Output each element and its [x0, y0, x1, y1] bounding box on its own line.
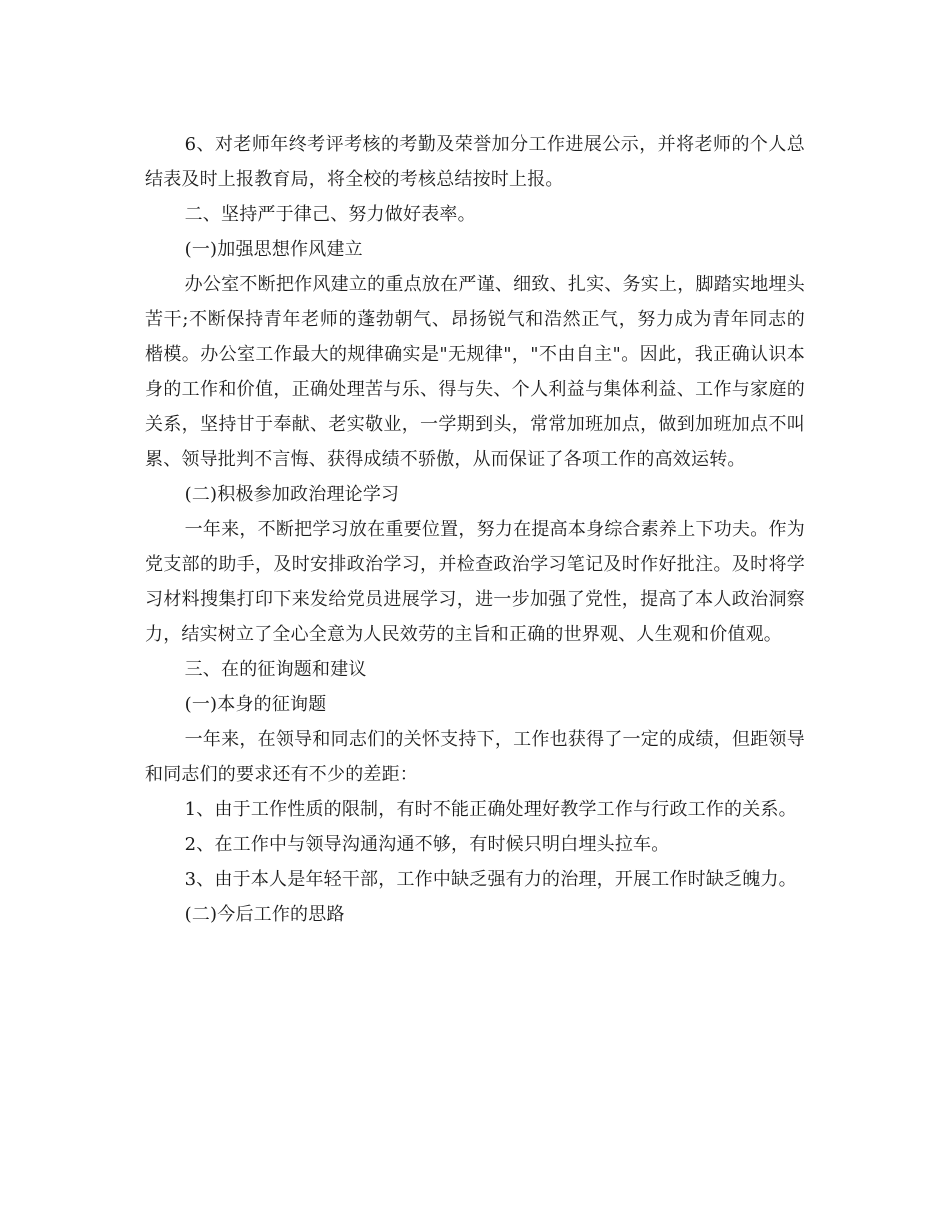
subsection-heading-2-1: (一)加强思想作风建立 [184, 239, 363, 260]
paragraph-item-6-attendance: 6、对老师年终考评考核的考勤及荣誉加分工作进展公示，并将老师的个人总结表及时上报教育局，将全校的考核总结按时上报。 [145, 134, 805, 190]
section-heading-2: 二、坚持严于律己、努力做好表率。 [184, 204, 476, 225]
subsection-heading-3-1: (一)本身的征询题 [184, 694, 327, 715]
list-item-1: 1、由于工作性质的限制，有时不能正确处理好教学工作与行政工作的关系。 [184, 799, 797, 820]
paragraph-work-style: 办公室不断把作风建立的重点放在严谨、细致、扎实、务实上，脚踏实地埋头苦干;不断保持青年老师的蓬勃朝气、昂扬锐气和浩然正气，努力成为青年同志的楷模。办公室工作最大的规律确实是"无规律"，"不由自主"。因此，我正确认识本身的工作和价值，正确处理苦与乐、得与失、个人利益与集体利益、工作与家庭的关系，坚持甘于奉献、老实敬业，一学期到头，常常加班加点，做到加班加点不叫累、领导批判不言悔、获得成绩不骄傲，从而保证了各项工作的高效运转。 [145, 274, 805, 470]
subsection-heading-2-2: (二)积极参加政治理论学习 [184, 484, 400, 505]
document-body [145, 127, 805, 932]
section-heading-3: 三、在的征询题和建议 [184, 659, 367, 680]
paragraph-political-study: 一年来，不断把学习放在重要位置，努力在提高本身综合素养上下功夫。作为党支部的助手，及时安排政治学习，并检查政治学习笔记及时作好批注。及时将学习材料搜集打印下来发给党员进展学习，进一步加强了党性，提高了本人政治洞察力，结实树立了全心全意为人民效劳的主旨和正确的世界观、人生观和价值观。 [145, 519, 805, 645]
list-item-3: 3、由于本人是年轻干部，工作中缺乏强有力的治理，开展工作时缺乏魄力。 [184, 869, 797, 890]
paragraph-gaps-intro: 一年来，在领导和同志们的关怀支持下，工作也获得了一定的成绩，但距领导和同志们的要求还有不少的差距： [145, 729, 805, 785]
list-item-2: 2、在工作中与领导沟通沟通不够，有时候只明白埋头拉车。 [184, 834, 670, 855]
subsection-heading-3-2: (二)今后工作的思路 [184, 904, 345, 925]
